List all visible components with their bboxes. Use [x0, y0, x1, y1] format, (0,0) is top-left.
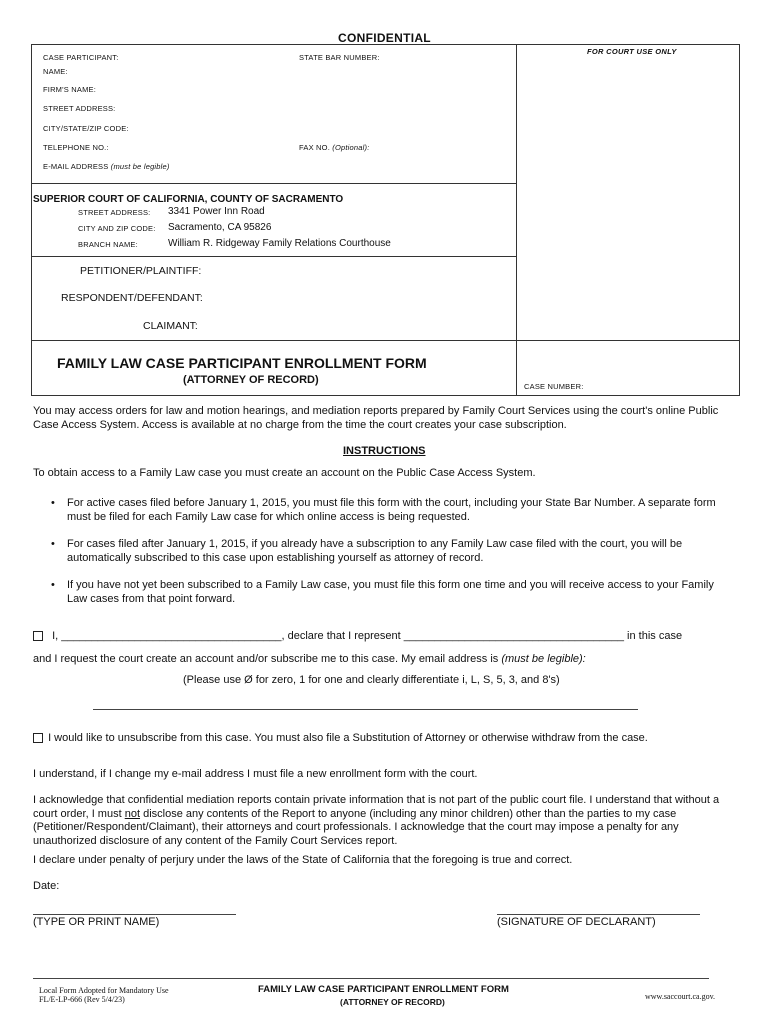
bullet-dot: •: [51, 579, 55, 591]
instructions-lead: To obtain access to a Family Law case you must create an account on the Public Case Access System.: [33, 467, 536, 479]
print-name-line[interactable]: [33, 914, 236, 915]
parties-divider: [31, 340, 740, 341]
unsubscribe-row: [33, 732, 648, 746]
unsubscribe-text: I would like to unsubscribe from this case. You must also file a Substitution of Attorney or otherwise withdraw from the case.: [48, 732, 648, 744]
form-title: FAMILY LAW CASE PARTICIPANT ENROLLMENT FORM: [57, 355, 427, 371]
telephone-label: TELEPHONE NO.:: [43, 143, 109, 152]
footer-adopted: Local Form Adopted for Mandatory Use: [39, 986, 169, 995]
state-bar-label: STATE BAR NUMBER:: [299, 53, 380, 62]
fax-label: [299, 143, 370, 152]
fax-optional-note: (Optional):: [332, 143, 370, 152]
bullet-dot: •: [51, 538, 55, 550]
case-number-label: CASE NUMBER:: [524, 382, 584, 391]
firm-name-label: FIRM'S NAME:: [43, 85, 96, 94]
bullet-2-text: For cases filed after January 1, 2015, if you already have a subscription to any Family Law case filed with the court, you will be automatically subscribed to this case upon establishing yourself as attorney of record.: [67, 538, 683, 564]
email-label: [43, 162, 170, 171]
court-city-value: Sacramento, CA 95826: [168, 222, 272, 233]
understand-text: I understand, if I change my e-mail address I must file a new enrollment form with the court.: [33, 768, 478, 780]
court-street-value: 3341 Power Inn Road: [168, 206, 265, 217]
ack-part-2: disclose any contents of the Report to anyone (including any minor children) other than the parties to my case (Petitioner/Respondent/Claimant), their attorneys and court professionals. I acknowledge that the court may impose a penalty for any unauthorized disclosure of any content of the Family Court Services report.: [33, 807, 679, 847]
request-note: (must be legible):: [501, 653, 586, 665]
court-city-label: CITY AND ZIP CODE:: [78, 224, 156, 233]
case-participant-label: CASE PARTICIPANT:: [43, 53, 119, 62]
court-use-label: FOR COURT USE ONLY: [587, 47, 677, 56]
signature-line[interactable]: [497, 914, 700, 915]
declare-row: [33, 630, 753, 644]
unsubscribe-checkbox[interactable]: [33, 733, 43, 743]
court-street-label: STREET ADDRESS:: [78, 208, 151, 217]
bullet-3-text: If you have not yet been subscribed to a Family Law case, you must file this form one time and you will receive access to your Family Law cases from that point forward.: [67, 579, 714, 605]
declare-line: I, ____________________________________, declare that I represent ____________________________________ in this case: [52, 630, 683, 642]
type-name-caption: (TYPE OR PRINT NAME): [33, 916, 160, 928]
ack-part-1: I acknowledge that confidential mediation reports contain private information that is not part of the public court file. I understand that without a court order, I must: [33, 794, 720, 820]
street-address-label: STREET ADDRESS:: [43, 104, 116, 113]
court-use-divider: [516, 44, 517, 396]
email-label-text: E-MAIL ADDRESS: [43, 162, 109, 171]
bullet-1-text: For active cases filed before January 1, 2015, you must file this form with the court, including your State Bar Number. A separate form must be filed for each Family Law case for which online access is being requested.: [67, 497, 716, 523]
bullet-3: [51, 579, 717, 606]
court-divider: [31, 256, 517, 257]
court-branch-value: William R. Ridgeway Family Relations Courthouse: [168, 238, 391, 249]
footer-rule: [33, 978, 709, 979]
bullet-dot: •: [51, 497, 55, 509]
footer-website: www.saccourt.ca.gov.: [645, 992, 716, 1001]
footer-form-id: FL/E-LP-666 (Rev 5/4/23): [39, 995, 125, 1004]
claimant-label: CLAIMANT:: [143, 320, 198, 332]
city-state-zip-label: CITY/STATE/ZIP CODE:: [43, 124, 129, 133]
footer-title: FAMILY LAW CASE PARTICIPANT ENROLLMENT FORM: [258, 984, 509, 995]
intro-paragraph: You may access orders for law and motion hearings, and mediation reports prepared by Family Court Services using the court's online Public Case Access System. Access is available at no charge from the time the court creates your case subscription.: [33, 405, 719, 431]
ack-not: not: [124, 807, 141, 820]
name-label: NAME:: [43, 67, 68, 76]
represent-checkbox[interactable]: [33, 631, 43, 641]
header-frame: [31, 44, 740, 396]
petitioner-label: PETITIONER/PLAINTIFF:: [80, 265, 202, 277]
instructions-heading: INSTRUCTIONS: [343, 445, 426, 457]
bullet-1: [51, 497, 717, 524]
footer-subtitle: (ATTORNEY OF RECORD): [340, 997, 445, 1007]
email-legible-note: (must be legible): [110, 162, 170, 171]
attorney-divider: [31, 183, 517, 184]
email-address-line[interactable]: [93, 709, 638, 710]
court-title: SUPERIOR COURT OF CALIFORNIA, COUNTY OF SACRAMENTO: [33, 194, 344, 205]
request-row: [33, 653, 586, 667]
bullet-2: [51, 538, 717, 565]
request-line: and I request the court create an account and/or subscribe me to this case. My email address is: [33, 653, 499, 665]
respondent-label: RESPONDENT/DEFENDANT:: [61, 292, 203, 304]
signature-caption: (SIGNATURE OF DECLARANT): [497, 916, 656, 928]
fax-label-text: FAX NO.: [299, 143, 330, 152]
date-label: Date:: [33, 880, 60, 892]
confidential-heading: CONFIDENTIAL: [338, 31, 431, 45]
form-subtitle: (ATTORNEY OF RECORD): [183, 374, 319, 386]
court-branch-label: BRANCH NAME:: [78, 240, 138, 249]
acknowledge-paragraph: [33, 794, 733, 848]
legibility-note: (Please use Ø for zero, 1 for one and clearly differentiate i, L, S, 5, 3, and 8's): [183, 674, 560, 686]
perjury-statement: I declare under penalty of perjury under the laws of the State of California that the foregoing is true and correct.: [33, 854, 573, 866]
